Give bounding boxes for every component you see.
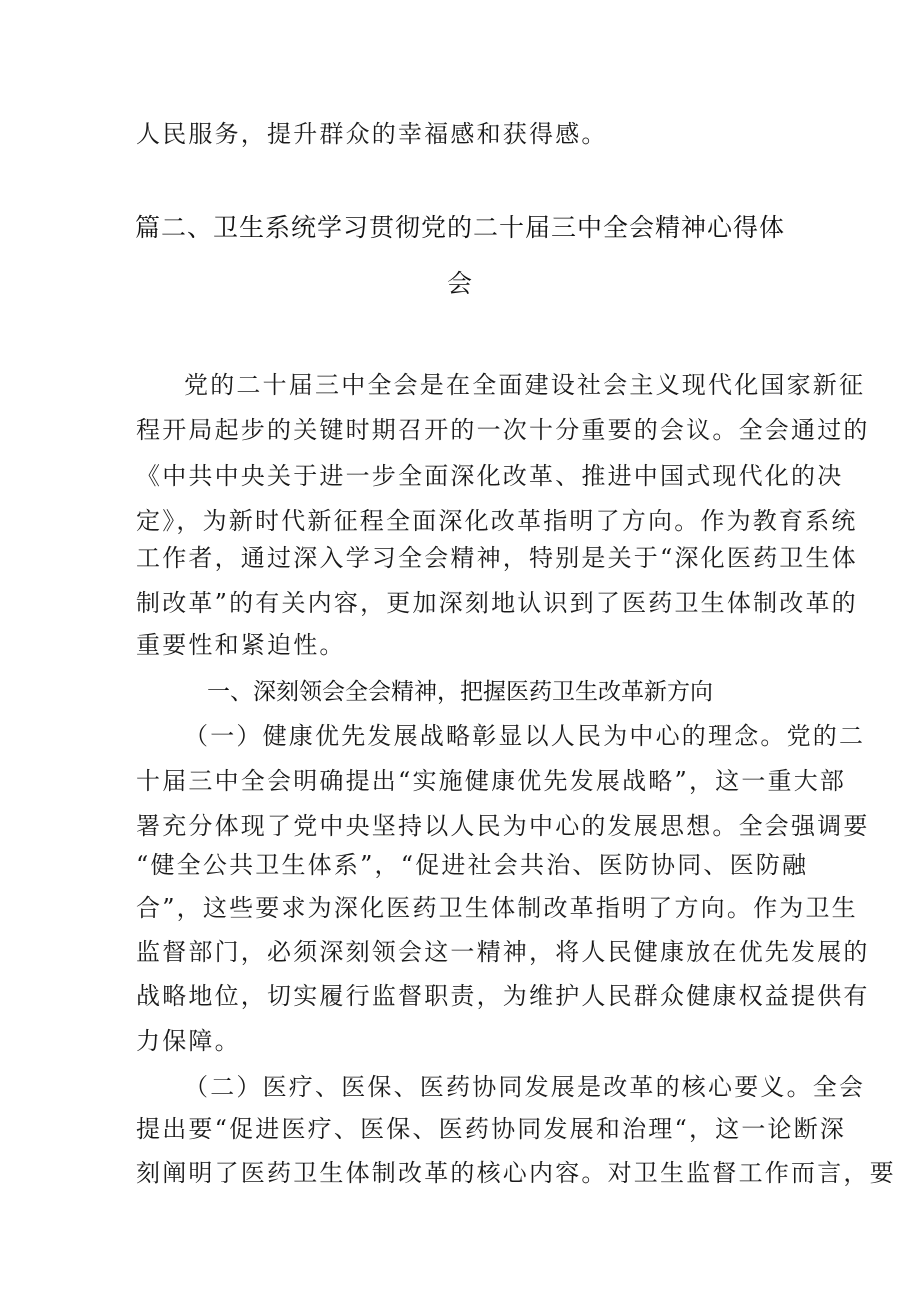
paragraph-2-line: 提出要“促进医疗、医保、医药协同发展和治理“，这一论断深 <box>136 1115 847 1143</box>
intro-line: 重要性和紧迫性。 <box>136 631 346 659</box>
paragraph-1-line: 战略地位，切实履行监督职责，为维护人民群众健康权益提供有 <box>136 982 870 1010</box>
paragraph-1-line: “健全公共卫生体系”，“促进社会共治、医防协同、医防融 <box>136 851 809 879</box>
intro-line: 制改革”的有关内容，更加深刻地认识到了医药卫生体制改革的 <box>136 589 858 617</box>
paragraph-1-line: （一）健康优先发展战略彰显以人民为中心的理念。党的二 <box>184 722 866 750</box>
intro-line: 工作者，通过深入学习全会精神，特别是关于“深化医药卫生体 <box>136 544 858 572</box>
intro-line: 程开局起步的关键时期召开的一次十分重要的会议。全会通过的 <box>136 416 870 444</box>
article-title-line-1: 篇二、卫生系统学习贯彻党的二十届三中全会精神心得体 <box>134 213 785 242</box>
paragraph-1-line: 力保障。 <box>136 1027 241 1055</box>
intro-line: 定》，为新时代新征程全面深化改革指明了方向。作为教育系统 <box>136 507 858 535</box>
intro-line: 《中共中央关于进一步全面深化改革、推进中国式现代化的决 <box>136 462 844 490</box>
paragraph-1-line: 十届三中全会明确提出“实施健康优先发展战略”，这一重大部 <box>136 767 847 795</box>
section-heading: 一、深刻领会全会精神，把握医药卫生改革新方向 <box>207 679 713 705</box>
paragraph-1-line: 合”，这些要求为深化医药卫生体制改革指明了方向。作为卫生 <box>136 894 858 922</box>
paragraph-2-line: （二）医疗、医保、医药协同发展是改革的核心要义。全会 <box>184 1073 866 1101</box>
previous-article-tail: 人民服务，提升群众的幸福感和获得感。 <box>136 120 608 148</box>
paragraph-2-line: 刻阐明了医药卫生体制改革的核心内容。对卫生监督工作而言，要 <box>136 1159 896 1187</box>
article-title-line-2: 会 <box>446 269 473 298</box>
paragraph-1-line: 监督部门，必须深刻领会这一精神，将人民健康放在优先发展的 <box>136 938 870 966</box>
intro-line: 党的二十届三中全会是在全面建设社会主义现代化国家新征 <box>184 371 866 399</box>
paragraph-1-line: 署充分体现了党中央坚持以人民为中心的发展思想。全会强调要 <box>136 812 870 840</box>
